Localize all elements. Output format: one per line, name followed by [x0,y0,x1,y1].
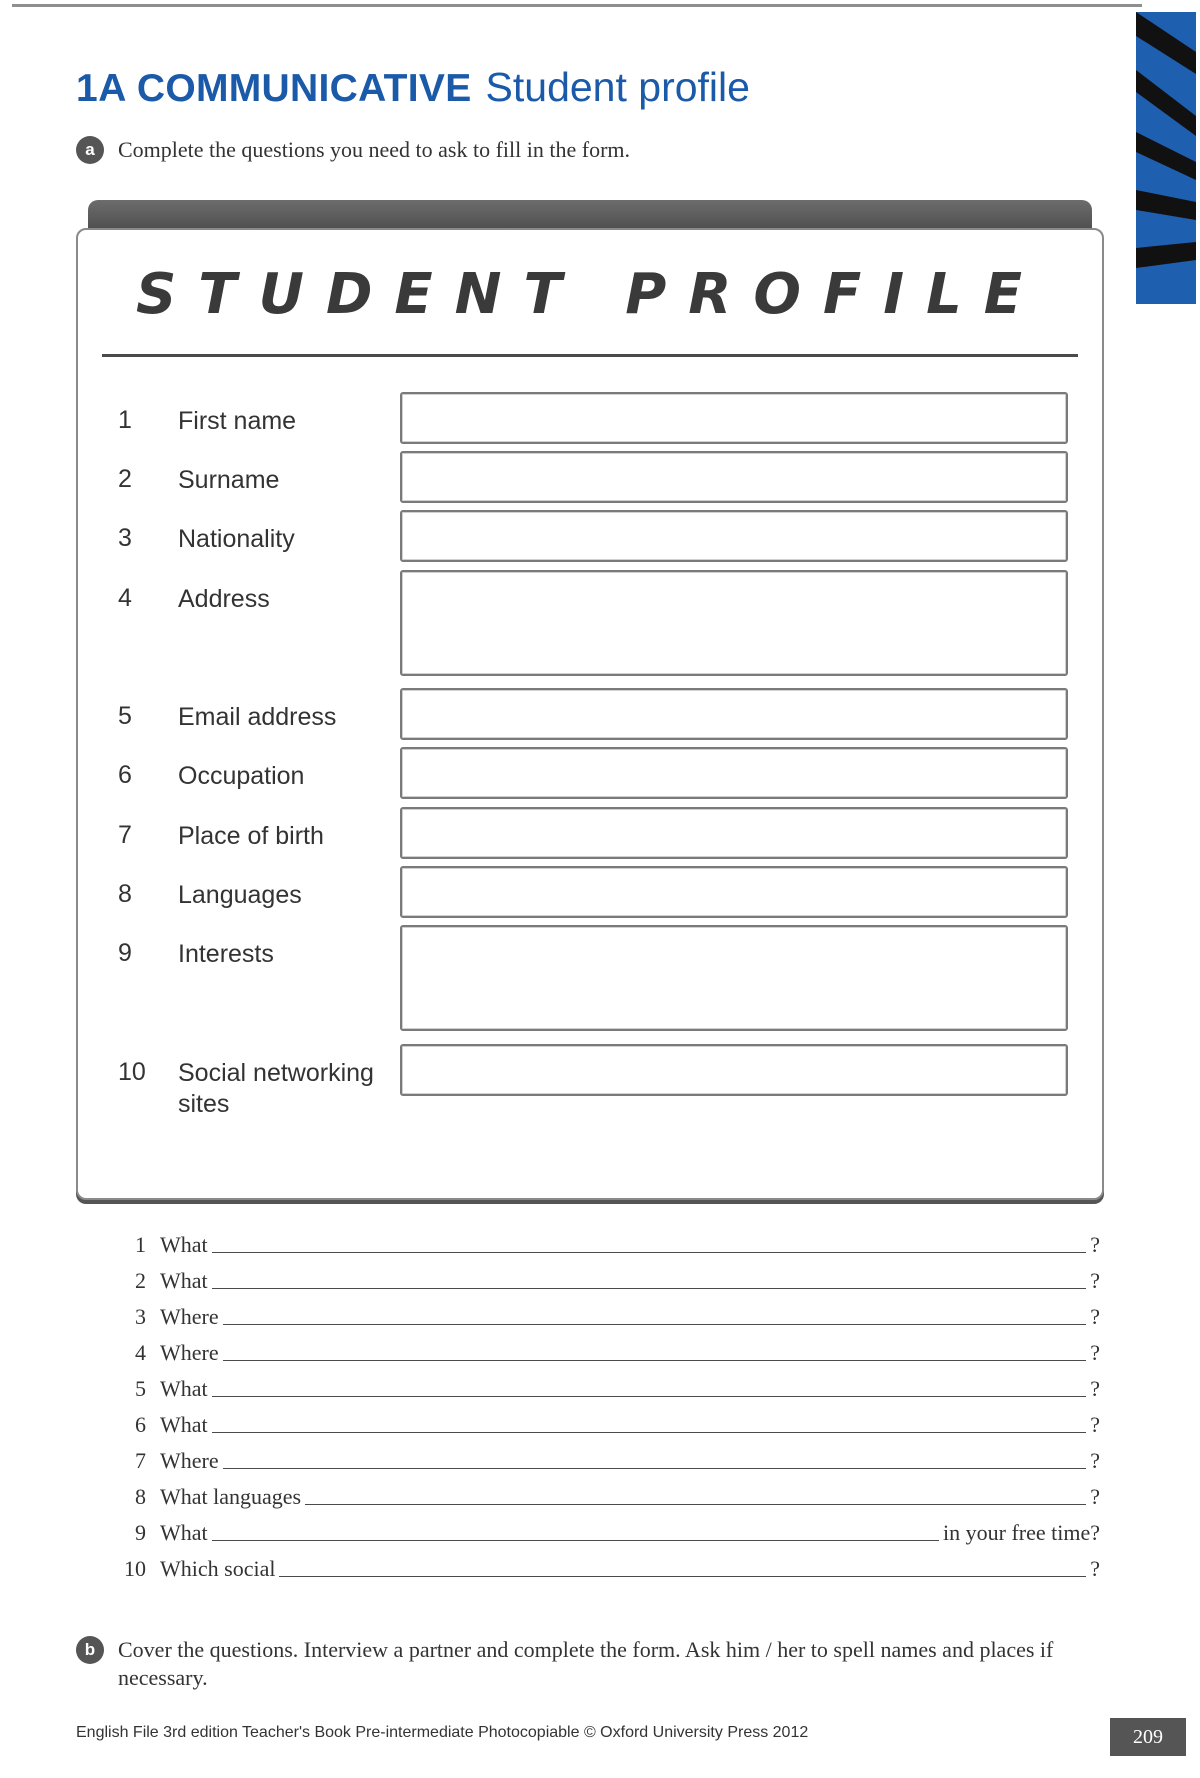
task-a [76,136,630,164]
task-b [76,1636,1086,1692]
field-label: Place of birth [178,822,324,850]
question-number: 3 [135,1304,146,1329]
answer-line[interactable] [212,1395,1087,1397]
form-header-bar [88,200,1092,230]
form-heading-rule [102,354,1078,357]
question-number: 9 [135,1520,146,1545]
question-stem: What [160,1520,208,1545]
field-number: 10 [118,1058,146,1086]
field-number: 8 [118,880,132,908]
question-list [110,1228,1100,1588]
question-row [110,1300,1100,1336]
field-number: 3 [118,524,132,552]
question-end: ? [1090,1484,1100,1509]
question-end: ? [1090,1340,1100,1365]
field-number: 2 [118,465,132,493]
question-end: ? [1090,1268,1100,1293]
task-b-instruction: Cover the questions. Interview a partner and complete the form. Ask him / her to spell names and places if necessary. [118,1637,1054,1690]
question-end: in your free time? [943,1520,1100,1545]
question-stem: What languages [160,1484,302,1509]
question-end: ? [1090,1376,1100,1401]
form-heading: STUDENT PROFILE [135,262,1045,327]
question-number: 4 [135,1340,146,1365]
question-row [110,1408,1100,1444]
question-stem: What [160,1376,208,1401]
question-end: ? [1090,1412,1100,1437]
question-stem: Where [160,1304,219,1329]
question-stem: Where [160,1448,219,1473]
field-label: Address [178,585,270,613]
lesson-code: 1A [76,67,127,110]
question-number: 7 [135,1448,146,1473]
question-row [110,1372,1100,1408]
question-number: 5 [135,1376,146,1401]
field-label: Occupation [178,762,305,790]
task-b-badge: b [76,1636,104,1664]
question-number: 6 [135,1412,146,1437]
question-number: 10 [124,1556,146,1581]
field-label: Nationality [178,525,295,553]
footer-credit: English File 3rd edition Teacher's Book Pre-intermediate Photocopiable © Oxford University Press 2012 [76,1724,809,1741]
field-number: 1 [118,406,132,434]
page-number: 209 [1110,1718,1186,1756]
answer-line[interactable] [223,1323,1087,1325]
interests-field[interactable] [400,925,1068,1031]
task-a-badge: a [76,136,104,164]
first-name-field[interactable] [400,392,1068,444]
surname-field[interactable] [400,451,1068,503]
field-number: 6 [118,761,132,789]
place-of-birth-field[interactable] [400,807,1068,859]
answer-line[interactable] [212,1251,1087,1253]
answer-line[interactable] [212,1287,1087,1289]
page-title [76,64,750,111]
question-row [110,1228,1100,1264]
question-stem: What [160,1268,208,1293]
question-number: 8 [135,1484,146,1509]
field-number: 5 [118,702,132,730]
answer-line[interactable] [223,1467,1087,1469]
answer-line[interactable] [212,1431,1087,1433]
question-end: ? [1090,1304,1100,1329]
languages-field[interactable] [400,866,1068,918]
lesson-kind: COMMUNICATIVE [136,67,472,110]
question-end: ? [1090,1232,1100,1257]
question-row [110,1264,1100,1300]
student-profile-form [76,228,1104,1200]
email-address-field[interactable] [400,688,1068,740]
question-number: 1 [135,1232,146,1257]
question-stem: What [160,1412,208,1437]
field-label: Interests [178,940,274,968]
field-label: First name [178,407,297,435]
question-end: ? [1090,1448,1100,1473]
address-field[interactable] [400,570,1068,676]
answer-line[interactable] [305,1503,1086,1505]
field-number: 4 [118,584,132,612]
field-label: Languages [178,881,302,909]
field-number: 9 [118,939,132,967]
nationality-field[interactable] [400,510,1068,562]
question-row [110,1336,1100,1372]
question-stem: What [160,1232,208,1257]
question-stem: Which social [160,1556,276,1581]
question-row [110,1480,1100,1516]
question-end: ? [1090,1556,1100,1581]
field-label: Surname [178,466,280,494]
top-rule [12,4,1142,7]
corner-decoration [1136,12,1196,304]
field-number: 7 [118,821,132,849]
question-stem: Where [160,1340,219,1365]
question-row [110,1552,1100,1588]
answer-line[interactable] [212,1539,939,1541]
question-number: 2 [135,1268,146,1293]
question-row [110,1444,1100,1480]
task-a-instruction: Complete the questions you need to ask to fill in the form. [118,137,631,162]
occupation-field[interactable] [400,747,1068,799]
field-label: Social networking sites [178,1059,374,1118]
answer-line[interactable] [223,1359,1087,1361]
lesson-title: Student profile [485,64,750,110]
social-networking-sites-field[interactable] [400,1044,1068,1096]
question-row [110,1516,1100,1552]
answer-line[interactable] [279,1575,1086,1577]
field-label: Email address [178,703,337,731]
